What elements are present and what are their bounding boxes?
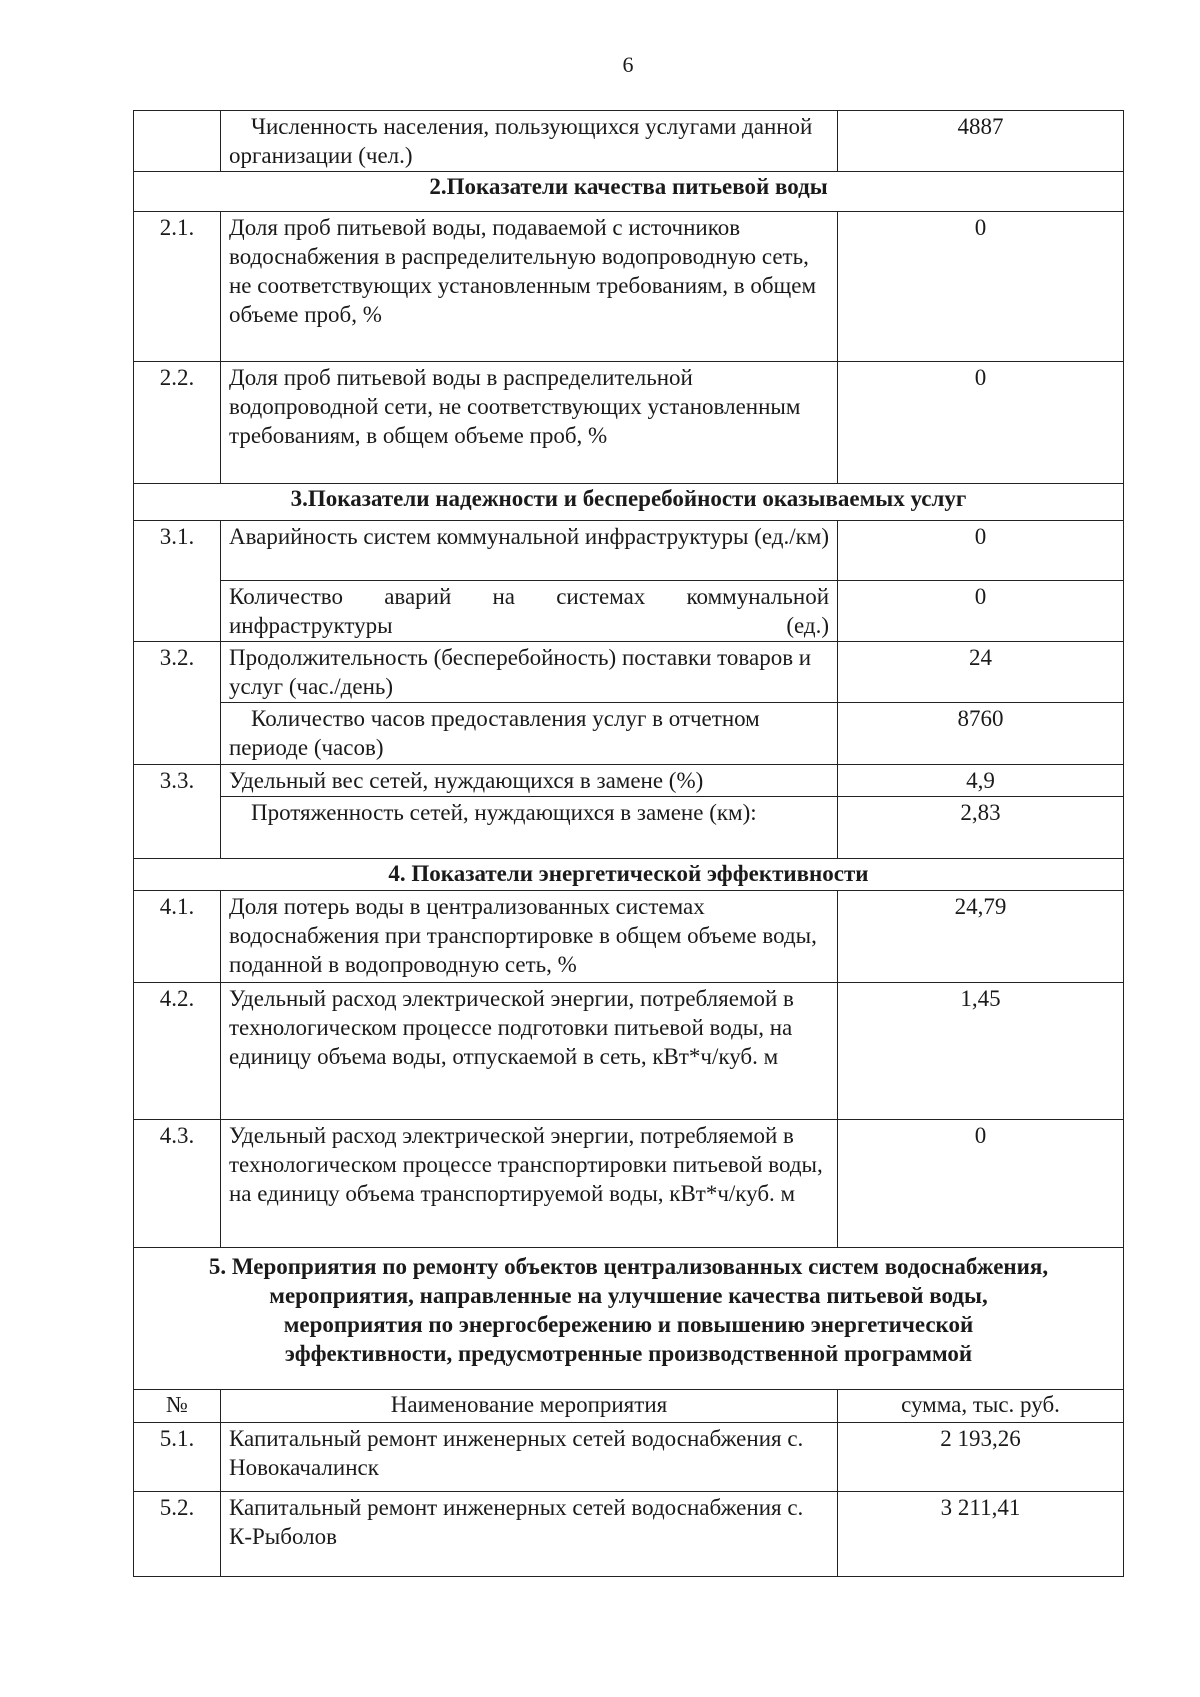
row-value: 0 <box>838 212 1124 362</box>
row-number: 3.2. <box>134 642 221 765</box>
population-value: 4887 <box>838 111 1124 172</box>
row-text: Аварийность систем коммунальной инфраструктуры (ед./км) <box>221 521 838 581</box>
table-row <box>134 703 1124 765</box>
population-label: Численность населения, пользующихся услугами данной организации (чел.) <box>221 111 838 172</box>
table-row <box>134 1120 1124 1248</box>
row-text: Доля потерь воды в централизованных системах водоснабжения при транспортировке в общем объеме воды, поданной в водопроводную сеть, % <box>221 891 838 983</box>
column-header-row <box>134 1390 1124 1423</box>
row-value: 8760 <box>838 703 1124 765</box>
table-row <box>134 642 1124 703</box>
row-value: 0 <box>838 521 1124 581</box>
row-number: 2.1. <box>134 212 221 362</box>
row-text: Удельный вес сетей, нуждающихся в замене (%) <box>221 765 838 797</box>
section-header <box>134 859 1124 891</box>
row-value: 2 193,26 <box>838 1423 1124 1492</box>
section-5-title-line: мероприятия, направленные на улучшение качества питьевой воды, <box>269 1283 988 1308</box>
section-header <box>134 1248 1124 1390</box>
row-number: 5.1. <box>134 1423 221 1492</box>
section-5-title <box>134 1248 1124 1390</box>
table-row <box>134 1423 1124 1492</box>
row-text: Продолжительность (бесперебойность) поставки товаров и услуг (час./день) <box>221 642 838 703</box>
row-text: Протяженность сетей, нуждающихся в замене (км): <box>221 797 838 859</box>
section-5-title-line: мероприятия по энергосбережению и повышению энергетической <box>283 1312 974 1337</box>
row-text: Количество аварий на системах коммунальной инфраструктуры (ед.) <box>221 581 838 642</box>
row-value: 1,45 <box>838 983 1124 1120</box>
row-value: 0 <box>838 581 1124 642</box>
table-row <box>134 1492 1124 1577</box>
row-number <box>134 111 221 172</box>
table-row <box>134 797 1124 859</box>
table-row <box>134 362 1124 484</box>
row-text: Капитальный ремонт инженерных сетей водоснабжения с. К-Рыболов <box>221 1492 838 1577</box>
row-value: 3 211,41 <box>838 1492 1124 1577</box>
row-value: 24 <box>838 642 1124 703</box>
row-number: 4.2. <box>134 983 221 1120</box>
section-header <box>134 484 1124 521</box>
section-header <box>134 172 1124 212</box>
row-number: 3.1. <box>134 521 221 642</box>
row-value: 0 <box>838 1120 1124 1248</box>
row-text: Доля проб питьевой воды в распределительной водопроводной сети, не соответствующих установленным требованиям, в общем объеме проб, % <box>221 362 838 484</box>
column-header-sum: сумма, тыс. руб. <box>838 1390 1124 1423</box>
row-text: Доля проб питьевой воды, подаваемой с источников водоснабжения в распределительную водопроводную сеть, не соответствующих установленным требованиям, в общем объеме проб, % <box>221 212 838 362</box>
table-row <box>134 111 1124 172</box>
indicators-table <box>133 110 1124 1577</box>
section-5-title-line: 5. Мероприятия по ремонту объектов централизованных систем водоснабжения, <box>208 1254 1049 1279</box>
row-text: Удельный расход электрической энергии, потребляемой в технологическом процессе подготовки питьевой воды, на единицу объема воды, отпускаемой в сеть, кВт*ч/куб. м <box>221 983 838 1120</box>
row-value: 0 <box>838 362 1124 484</box>
row-value: 24,79 <box>838 891 1124 983</box>
table-row <box>134 891 1124 983</box>
row-number: 2.2. <box>134 362 221 484</box>
row-value: 4,9 <box>838 765 1124 797</box>
section-4-title: 4. Показатели энергетической эффективности <box>134 859 1124 891</box>
section-3-title: 3.Показатели надежности и бесперебойности оказываемых услуг <box>134 484 1124 521</box>
table-row <box>134 983 1124 1120</box>
table-row <box>134 581 1124 642</box>
row-text: Капитальный ремонт инженерных сетей водоснабжения с. Новокачалинск <box>221 1423 838 1492</box>
row-text: Количество часов предоставления услуг в отчетном периоде (часов) <box>221 703 838 765</box>
section-2-title: 2.Показатели качества питьевой воды <box>134 172 1124 212</box>
section-5-title-line: эффективности, предусмотренные производственной программой <box>284 1341 973 1366</box>
column-header-number: № <box>134 1390 221 1423</box>
column-header-name: Наименование мероприятия <box>221 1390 838 1423</box>
row-number: 4.1. <box>134 891 221 983</box>
row-number: 3.3. <box>134 765 221 859</box>
row-value: 2,83 <box>838 797 1124 859</box>
table-row <box>134 212 1124 362</box>
row-text: Удельный расход электрической энергии, потребляемой в технологическом процессе транспортировки питьевой воды, на единицу объема транспортируемой воды, кВт*ч/куб. м <box>221 1120 838 1248</box>
table-row <box>134 765 1124 797</box>
row-number: 5.2. <box>134 1492 221 1577</box>
page-number: 6 <box>622 52 634 77</box>
row-number: 4.3. <box>134 1120 221 1248</box>
table-row <box>134 521 1124 581</box>
